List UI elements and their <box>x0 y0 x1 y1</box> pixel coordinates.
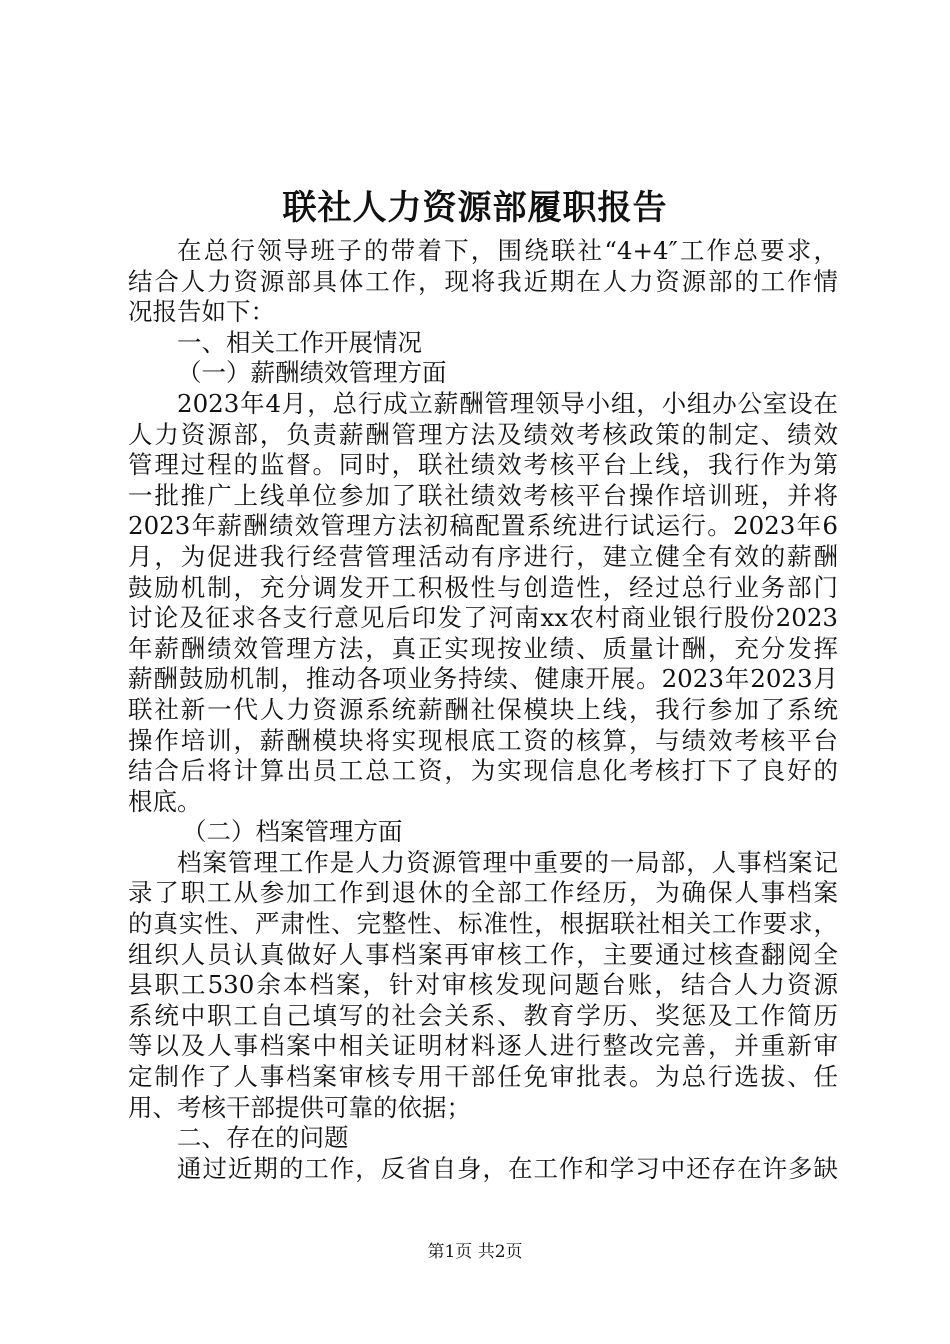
body-text-line: 月，为促进我行经营管理活动有序进行，建立健全有效的薪酬 <box>128 541 838 571</box>
body-text-line: 一、相关工作开展情况 <box>177 327 422 357</box>
body-text-line: 2023年薪酬绩效管理方法初稿配置系统进行试运行。2023年6 <box>128 511 838 541</box>
body-text-line: 一批推广上线单位参加了联社绩效考核平台操作培训班，并将 <box>128 480 838 510</box>
body-text-line: 年薪酬绩效管理方法，真正实现按业绩、质量计酬，充分发挥 <box>128 633 838 663</box>
document-body <box>128 236 838 1184</box>
body-text-line: 结合人力资源部具体工作，现将我近期在人力资源部的工作情 <box>128 266 838 296</box>
body-text-line: 等以及人事档案中相关证明材料逐人进行整改完善，并重新审 <box>128 1031 838 1061</box>
body-text-line: 讨论及征求各支行意见后印发了河南xx农村商业银行股份2023 <box>128 603 838 633</box>
body-text-line: 管理过程的监督。同时，联社绩效考核平台上线，我行作为第 <box>128 450 838 480</box>
body-text-line: 在总行领导班子的带着下，围绕联社“4+4″工作总要求， <box>177 236 838 265</box>
body-text-line: （二）档案管理方面 <box>182 817 403 847</box>
body-text-line: （一）薪酬绩效管理方面 <box>177 358 447 388</box>
body-text-line: 的真实性、严肃性、完整性、标准性，根据联社相关工作要求， <box>128 909 838 939</box>
body-text-line: 根底。 <box>128 786 202 816</box>
body-text-line: 组织人员认真做好人事档案再审核工作，主要通过核查翻阅全 <box>128 939 838 969</box>
body-text-line: 人力资源部，负责薪酬管理方法及绩效考核政策的制定、绩效 <box>128 419 838 449</box>
body-text-line: 用、考核干部提供可靠的依据； <box>128 1092 471 1122</box>
body-text-line: 结合后将计算出员工总工资，为实现信息化考核打下了良好的 <box>128 756 838 786</box>
body-text-line: 2023年4月，总行成立薪酬管理领导小组，小组办公室设在 <box>177 388 838 418</box>
body-text-line: 二、存在的问题 <box>177 1123 349 1153</box>
body-text-line: 操作培训，薪酬模块将实现根底工资的核算，与绩效考核平台 <box>128 725 838 755</box>
body-text-line: 况报告如下： <box>128 297 275 327</box>
page-footer: 第1页 共2页 <box>427 1242 523 1262</box>
document-title: 联社人力资源部履职报告 <box>282 188 668 228</box>
body-text-line: 鼓励机制，充分调发开工积极性与创造性，经过总行业务部门 <box>128 572 838 602</box>
body-text-line: 县职工530余本档案，针对审核发现问题台账，结合人力资源 <box>128 970 838 1000</box>
body-text-line: 定制作了人事档案审核专用干部任免审批表。为总行选拔、任 <box>128 1062 838 1092</box>
body-text-line: 录了职工从参加工作到退休的全部工作经历，为确保人事档案 <box>128 878 838 908</box>
body-text-line: 系统中职工自己填写的社会关系、教育学历、奖惩及工作简历 <box>128 1000 838 1030</box>
body-text-line: 联社新一代人力资源系统薪酬社保模块上线，我行参加了系统 <box>128 694 838 724</box>
body-text-line: 通过近期的工作，反省自身，在工作和学习中还存在许多缺 <box>177 1153 838 1183</box>
body-text-line: 档案管理工作是人力资源管理中重要的一局部，人事档案记 <box>177 847 838 877</box>
body-text-line: 薪酬鼓励机制，推动各项业务持续、健康开展。2023年2023月 <box>128 664 838 694</box>
